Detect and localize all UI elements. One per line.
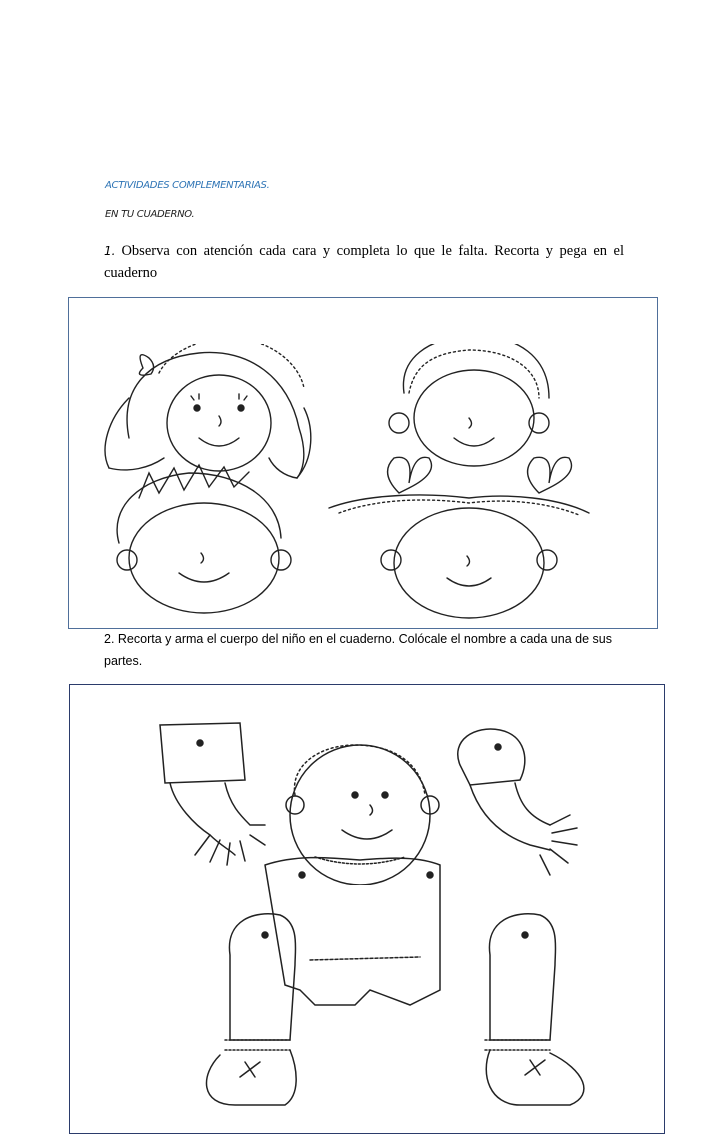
instruction-1-text: Observa con atención cada cara y completa lo que le falta. Recorta y pega en el cuaderno	[104, 243, 624, 281]
right-leg	[485, 914, 584, 1105]
girl-curly-hair-face	[105, 338, 311, 478]
instruction-2: 2. Recorta y arma el cuerpo del niño en el cuaderno. Colócale el nombre a cada una de sus partes.	[104, 632, 612, 668]
body-parts-illustration	[69, 684, 665, 1134]
blank-label-box	[328, 885, 428, 915]
blank-strip	[79, 300, 649, 344]
head-torso	[265, 745, 440, 1005]
notebook-heading: EN TU CUADERNO.	[105, 209, 195, 220]
body-drawing	[70, 685, 664, 1133]
right-arm	[458, 729, 577, 875]
instruction-1	[104, 240, 624, 284]
left-leg	[206, 914, 296, 1105]
faces-illustration	[68, 297, 658, 629]
faces-drawing	[69, 298, 657, 628]
left-arm	[160, 723, 265, 865]
boy-shaggy-hair-face	[389, 336, 549, 466]
girl-pigtails-face	[329, 457, 589, 618]
boy-spiky-hair-face	[117, 465, 291, 613]
instruction-1-number: 1.	[104, 244, 116, 258]
activities-heading: ACTIVIDADES COMPLEMENTARIAS.	[105, 180, 270, 191]
